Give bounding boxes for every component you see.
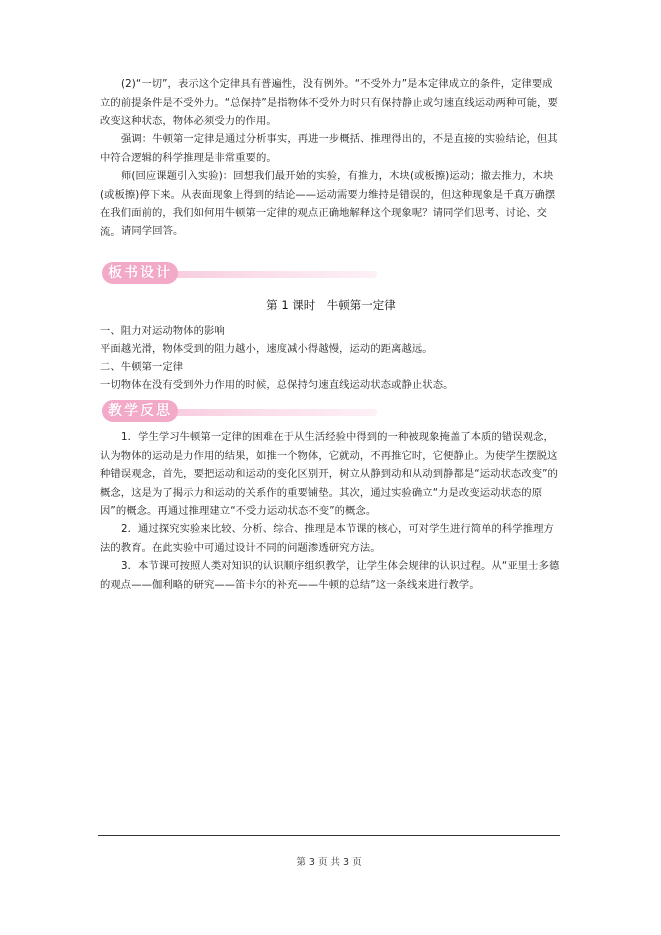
paragraph-emphasis: 强调：牛顿第一定律是通过分析事实，再进一步概括、推理得出的，不是直接的实验结论，但其中符合逻辑的科学推理是非常重要的。 [100,133,558,164]
paragraph-definition-notes: (2)“一切”，表示这个定律具有普遍性，没有例外。“不受外力”是本定律成立的条件，定律要成立的前提条件是不受外力。“总保持”是指物体不受外力时只有保持静止或匀速直线运动两种可能，要改变这种状态，物体必须受力的作用。 [100,78,558,127]
page-number: 第 3 页 共 3 页 [296,857,362,868]
board-design-heading: 板书设计 [102,262,178,284]
reflection-paragraph-1: 1．学生学习牛顿第一定律的困难在于从生活经验中得到的一种被现象掩盖了本质的错误观念，认为物体的运动是力作用的结果，如推一个物体，它就动，不再推它时，它便静止。为使学生摆脱这种错误观念，首先，要把运动和运动的变化区别开，树立从静到动和从动到静都是“运动状态改变”的概念，这是为了揭示力和运动的关系作的重要铺垫。其次，通过实验确立“力是改变运动状态的原因”的概念。再通过推理建立“不受力运动状态不变”的概念。 [100,431,558,517]
paragraph-teacher-response: 师(回应课题引入实验)：回想我们最开始的实验，有推力，木块(或板擦)运动；撤去推力，木块(或板擦)停下来。从表面现象上得到的结论——运动需要力维持是错误的，但这种现象是千真万确摆在我们面前的，我们如何用牛顿第一定律的观点正确地解释这个现象呢？请同学们思考、讨论、交流。 [100,170,556,238]
reflection-paragraph-3: 3．本节课可按照人类对知识的认识顺序组织教学，让学生体会规律的认识过程。从“亚里士多德的观点——伽利略的研究——笛卡尔的补充——牛顿的总结”这一条线来进行教学。 [100,560,560,591]
board-item-heading-1: 一、阻力对运动物体的影响 [100,325,225,337]
reflection-paragraph-2: 2．通过探究实验来比较、分析、综合、推理是本节课的核心，可对学生进行简单的科学推理方法的教育。在此实验中可通过设计不同的问题渗透研究方法。 [100,523,554,554]
reflection-banner [102,400,377,422]
footer-divider [98,835,560,836]
board-item-text-2: 一切物体在没有受到外力作用的时候，总保持匀速直线运动状态或静止状态。 [100,379,454,391]
board-item-text-1: 平面越光滑，物体受到的阻力越小，速度减小得越慢，运动的距离越远。 [100,343,433,355]
lesson-subtitle: 第 1 课时 牛顿第一定律 [266,298,396,312]
paragraph-student-answer: 请同学回答。 [121,225,184,237]
board-design-banner [102,262,377,284]
board-item-heading-2: 二、牛顿第一定律 [100,361,184,373]
reflection-heading: 教学反思 [102,400,178,422]
